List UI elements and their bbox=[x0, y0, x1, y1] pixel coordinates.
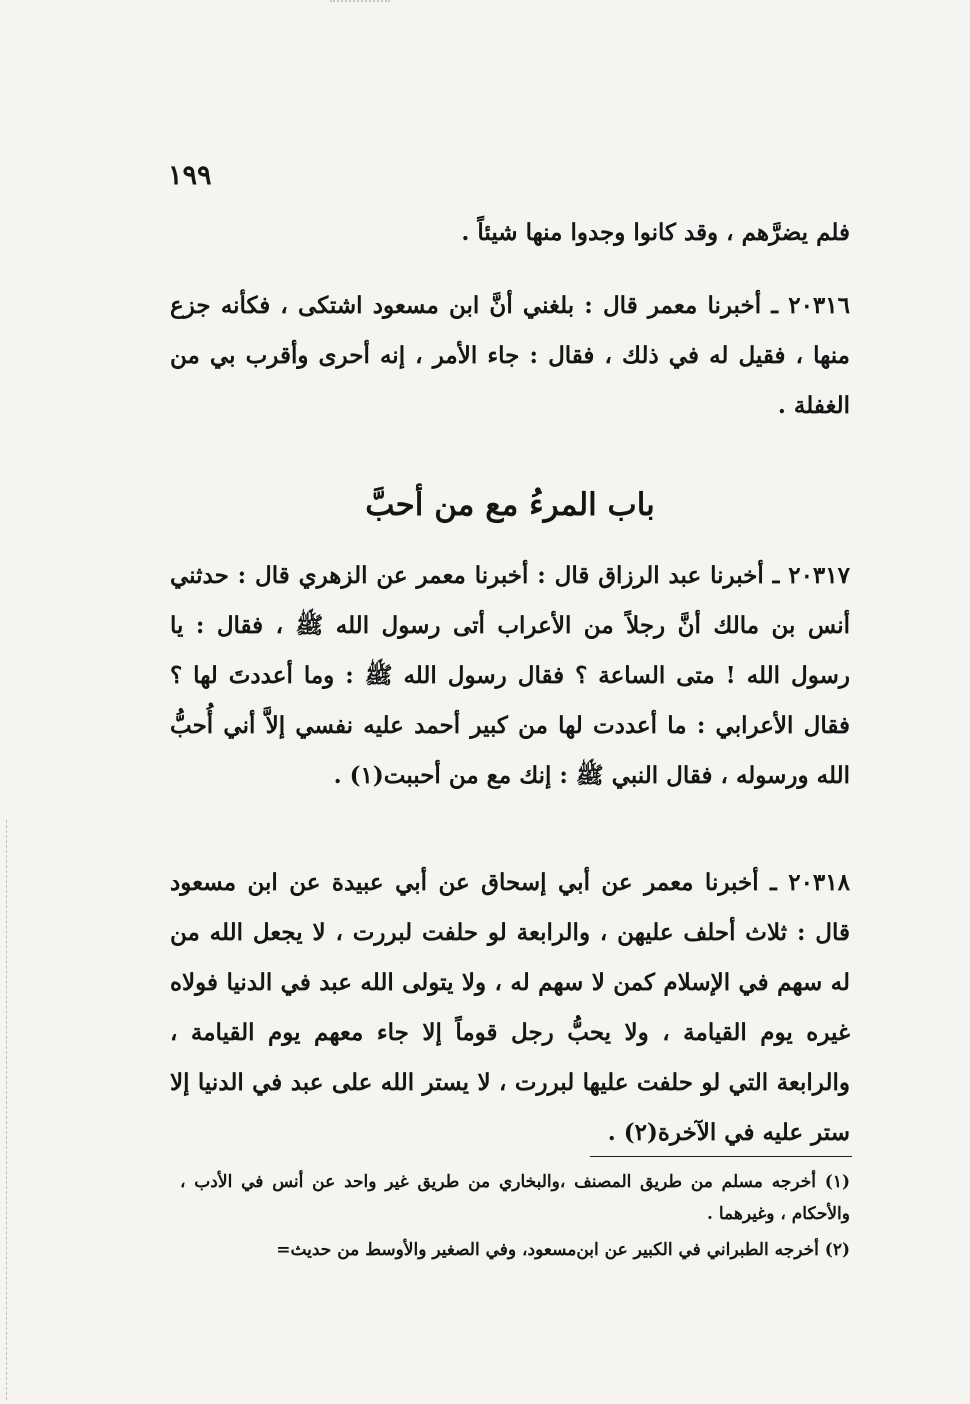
chapter-title: باب المرءُ مع من أحبَّ bbox=[365, 487, 655, 523]
top-line: فلم يضرَّهم ، وقد كانوا وجدوا منها شيئاً . bbox=[461, 219, 850, 246]
hadith-20317-text: ٢٠٣١٧ ـ أخبرنا عبد الرزاق قال : أخبرنا معمر عن الزهري قال : حدثني أنس بن مالك أنَّ رجلاً من الأعراب أتى رسول الله ﷺ ، فقال : يا رسول الله ! متى الساعة ؟ فقال رسول الله ﷺ : وما أعددتَ لها ؟ فقال الأعرابي : ما أعددت لها من كبير أحمد عليه نفسي إلاَّ أني أُحبُّ الله ورسوله ، فقال النبي ﷺ : إنك مع من أحببت(١) . bbox=[170, 562, 850, 789]
hadith-20318-text: ٢٠٣١٨ ـ أخبرنا معمر عن أبي إسحاق عن أبي عبيدة عن ابن مسعود قال : ثلاث أحلف عليهن ، والرابعة لو حلفت لبررت ، لا يجعل الله من له سهم في الإسلام كمن لا سهم له ، ولا يتولى الله عبد في الدنيا فولاه غيره يوم القيامة ، ولا يحبُّ رجل قوماً إلا جاء معهم يوم القيامة ، والرابعة التي لو حلفت عليها لبررت ، لا يستر الله على عبد في الدنيا إلا ستر عليه في الآخرة(٢) . bbox=[170, 869, 850, 1146]
footnote-rule bbox=[590, 1156, 852, 1157]
hadith-20317 bbox=[170, 551, 850, 801]
hadith-20316 bbox=[170, 281, 850, 431]
top-scan-mark bbox=[330, 0, 390, 4]
footnote-1: (١) أخرجه مسلم من طريق المصنف ،والبخاري من طريق غير واحد عن أنس في الأدب ، والأحكام ، وغيرهما . bbox=[180, 1172, 850, 1224]
footnotes bbox=[180, 1166, 850, 1270]
hadith-20316-text: ٢٠٣١٦ ـ أخبرنا معمر قال : بلغني أنَّ ابن مسعود اشتكى ، فكأنه جزع منها ، فقيل له في ذلك ، فقال : جاء الأمر ، إنه أحرى وأقرب بي من الغفلة . bbox=[170, 292, 850, 419]
footnote-2: (٢) أخرجه الطبراني في الكبير عن ابن‌مسعود، وفي الصغير والأوسط من حديث= bbox=[276, 1240, 850, 1260]
continuation-paragraph bbox=[170, 208, 850, 258]
page-number: ١٩٩ bbox=[168, 160, 212, 191]
hadith-20318 bbox=[170, 858, 850, 1158]
scan-edge-line bbox=[6, 820, 7, 1400]
